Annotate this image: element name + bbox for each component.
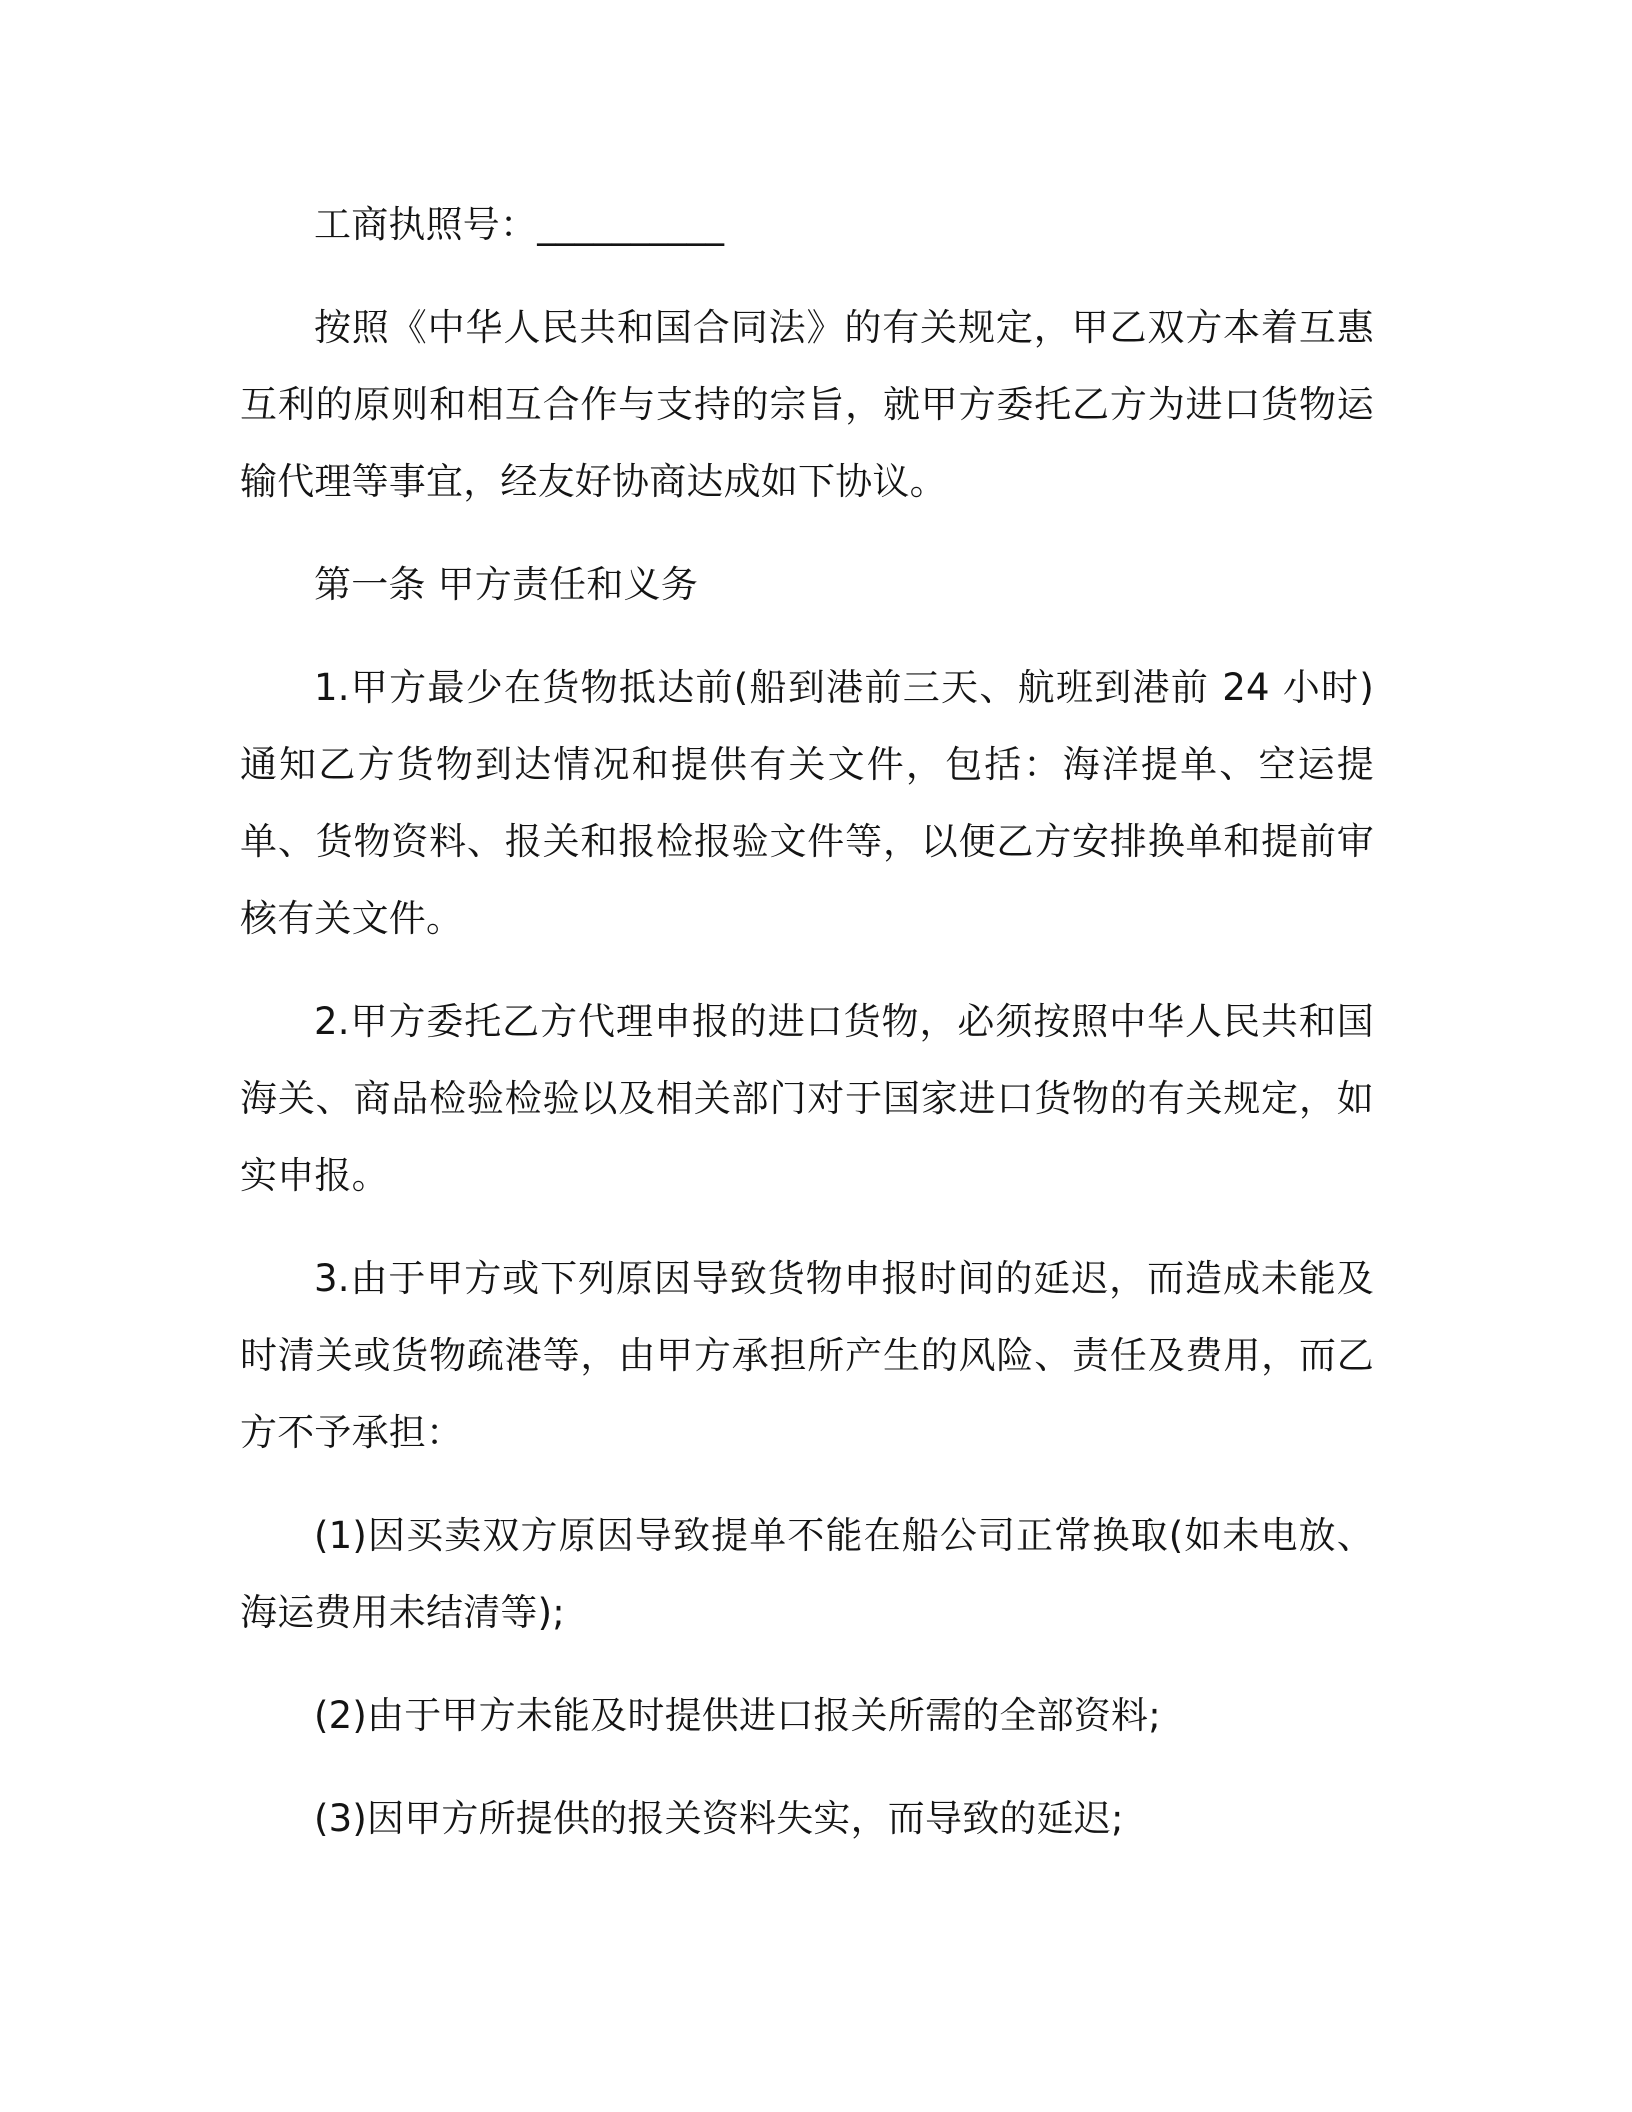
article-1-title: 第一条 甲方责任和义务 <box>314 563 698 606</box>
clause-1: 1.甲方最少在货物抵达前(船到港前三天、航班到港前 24 小时)通知乙方货物到达情况和提供有关文件，包括：海洋提单、空运提单、货物资料、报关和报检报验文件等，以便乙方安排换单和提前审核有关文件。 <box>240 666 1374 940</box>
clause-3: 3.由于甲方或下列原因导致货物申报时间的延迟，而造成未能及时清关或货物疏港等，由甲方承担所产生的风险、责任及费用，而乙方不予承担： <box>240 1257 1374 1454</box>
license-number-line: 工商执照号：__________ <box>314 203 725 246</box>
sub-clause-2: (2)由于甲方未能及时提供进口报关所需的全部资料; <box>314 1694 1161 1737</box>
document-page <box>240 186 1374 1857</box>
sub-clause-3: (3)因甲方所提供的报关资料失实，而导致的延迟; <box>314 1797 1124 1840</box>
clause-2: 2.甲方委托乙方代理申报的进口货物，必须按照中华人民共和国海关、商品检验检验以及相关部门对于国家进口货物的有关规定，如实申报。 <box>240 1000 1374 1197</box>
intro-paragraph: 按照《中华人民共和国合同法》的有关规定，甲乙双方本着互惠互利的原则和相互合作与支持的宗旨，就甲方委托乙方为进口货物运输代理等事宜，经友好协商达成如下协议。 <box>240 306 1374 503</box>
sub-clause-1: (1)因买卖双方原因导致提单不能在船公司正常换取(如未电放、海运费用未结清等); <box>240 1514 1374 1634</box>
